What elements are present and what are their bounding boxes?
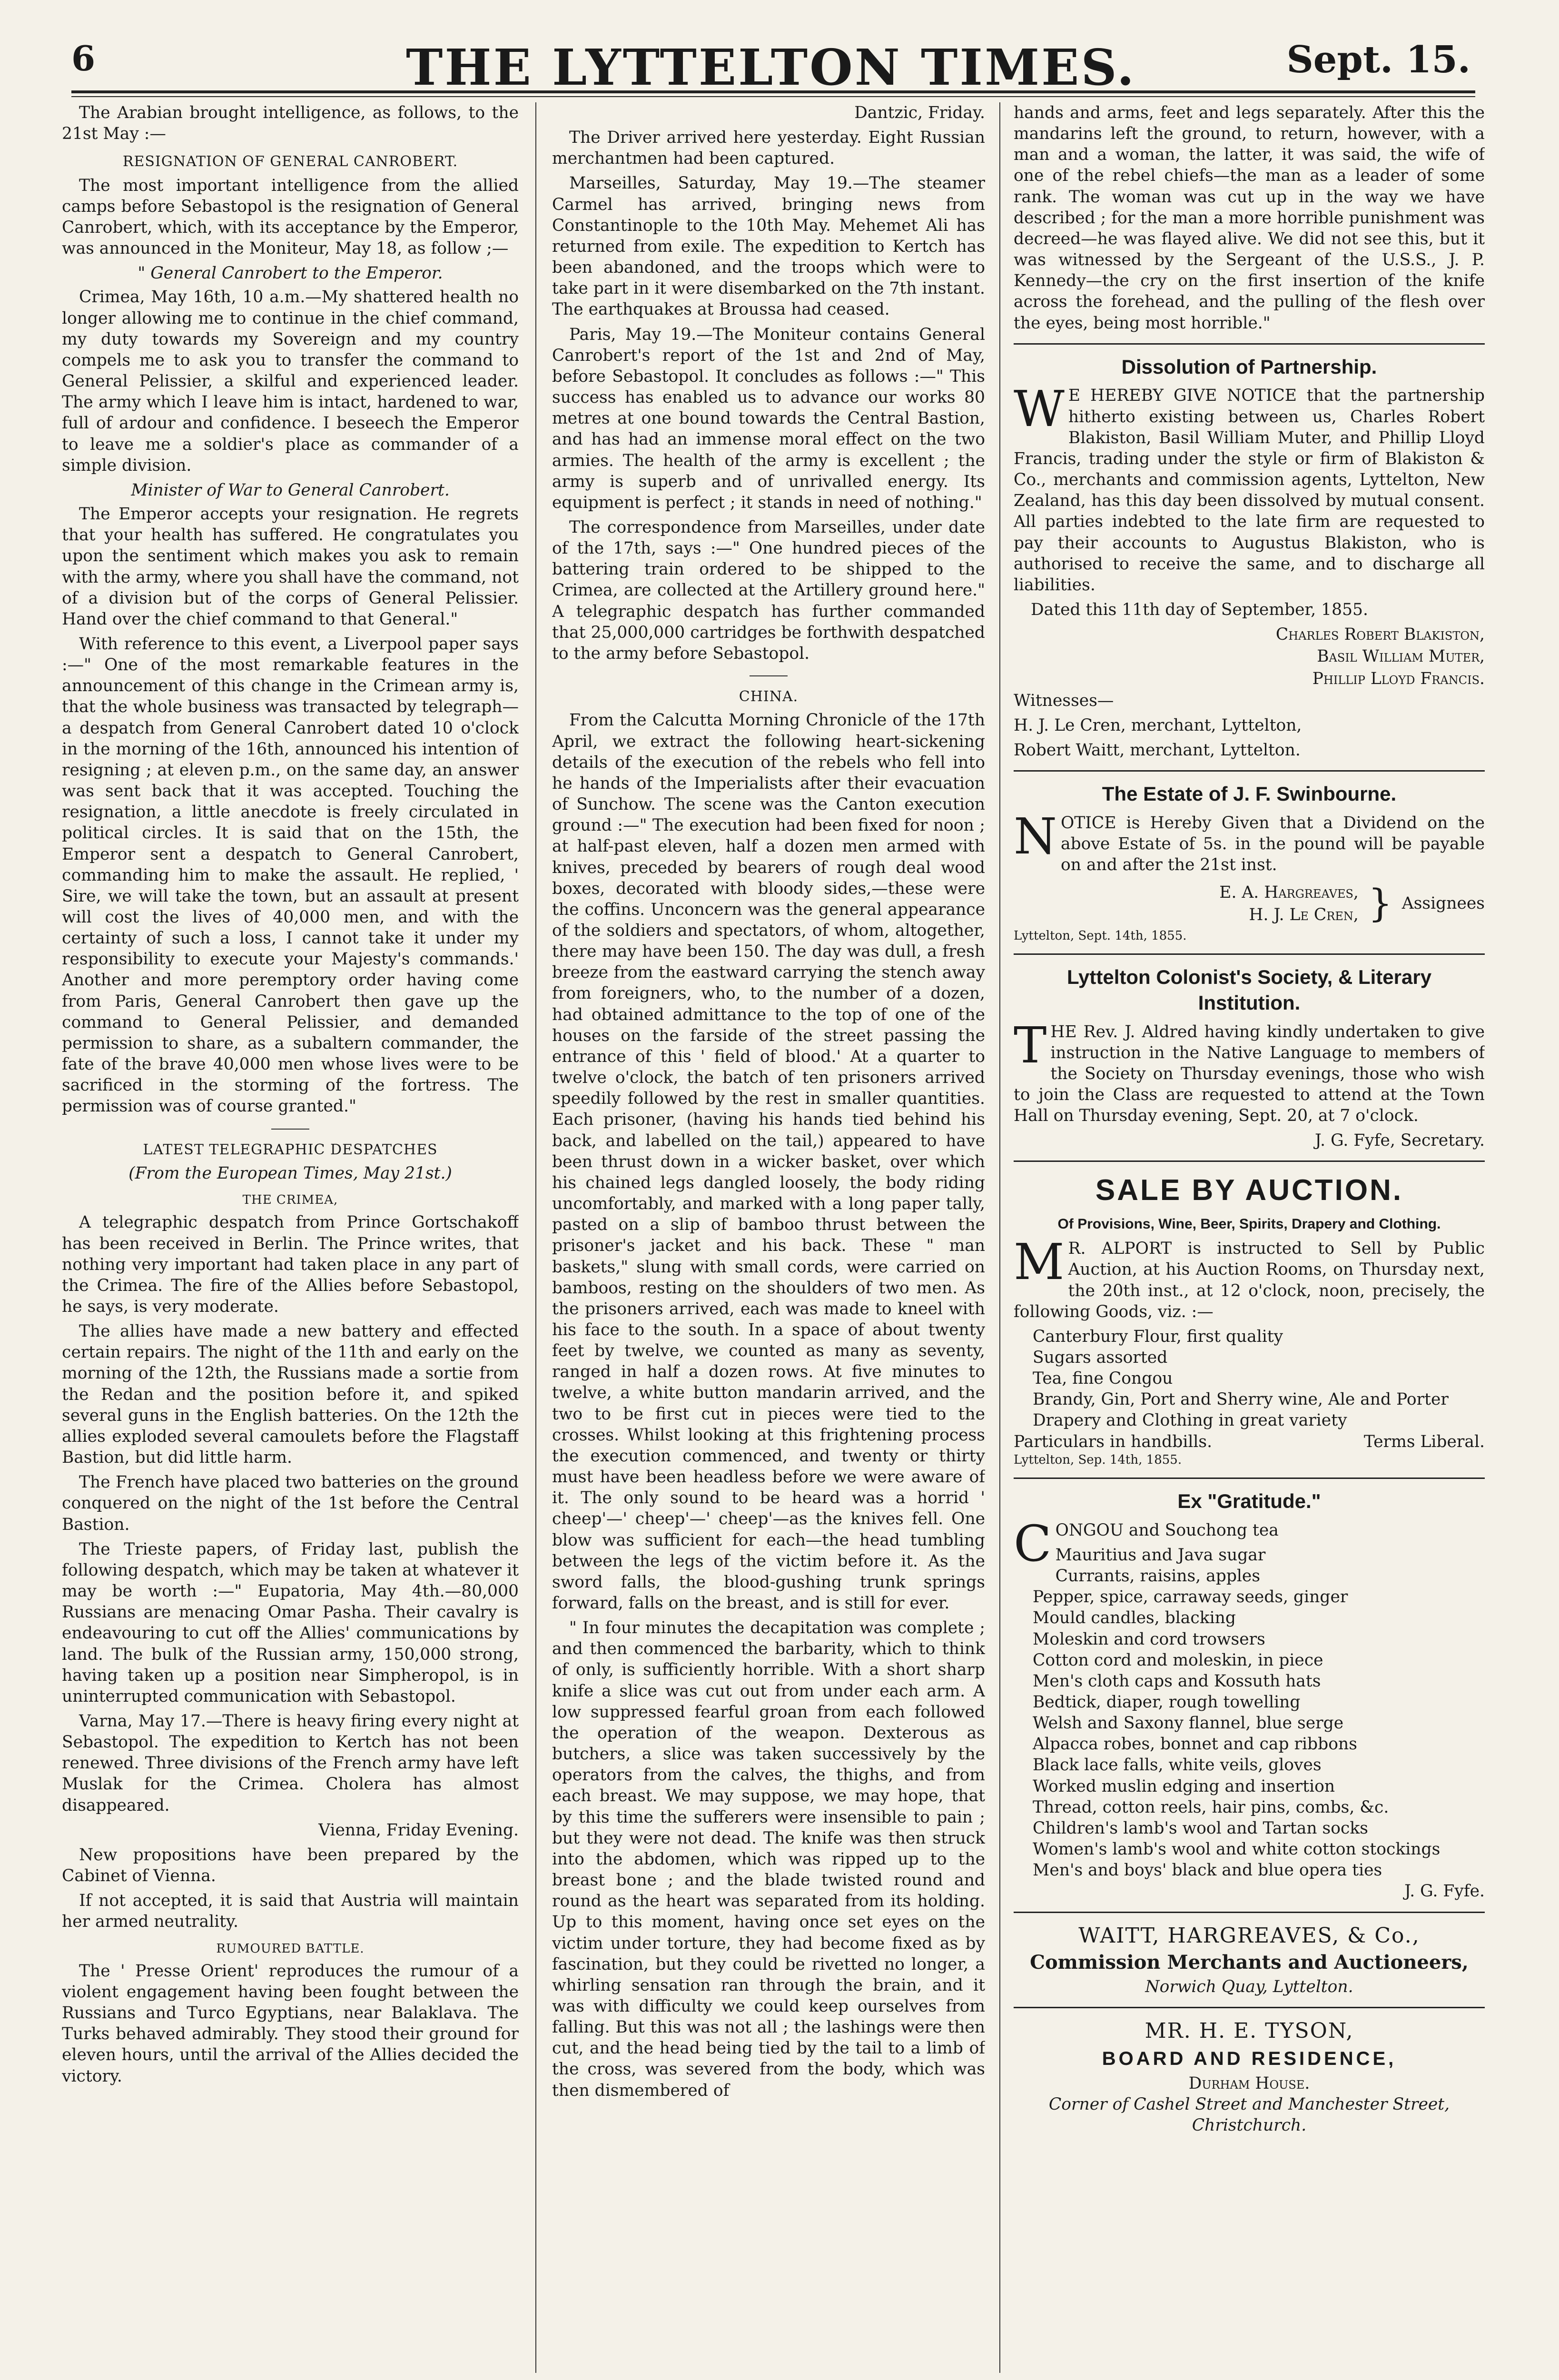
drop-cap: W xyxy=(1014,380,1065,438)
ad-tyson xyxy=(1014,2018,1485,2136)
page-number: 6 xyxy=(71,38,96,79)
article-heading: RUMOURED BATTLE. xyxy=(216,1941,365,1956)
issue-date: Sept. 15. xyxy=(1286,38,1470,81)
signature: J. G. Fyfe, Secretary. xyxy=(1315,1131,1485,1150)
ad-date: Lyttelton, Sep. 14th, 1855. xyxy=(1014,1452,1182,1467)
ad-auction xyxy=(1014,1171,1485,1468)
article-paragraph: The ' Presse Orient' reproduces the rumour of a violent engagement having been fought between the Russians and Turco Egyptians, near Balaklava. The Turks behaved admirably. They stood their ground for eleven hours, until the arrival of the Allies decided the victory. xyxy=(62,1961,519,2086)
article-heading: RESIGNATION OF GENERAL CANROBERT. xyxy=(122,153,458,170)
ad-rule xyxy=(1014,770,1485,772)
list-item: Drapery and Clothing in great variety xyxy=(1033,1411,1347,1430)
ad-gratitude xyxy=(1014,1488,1485,1902)
assignees-label: Assignees xyxy=(1401,894,1485,913)
ad-waitt xyxy=(1014,1923,1485,1998)
list-item: Alpacca robes, bonnet and cap ribbons xyxy=(1033,1735,1357,1754)
drop-cap: C xyxy=(1014,1514,1052,1573)
article-paragraph: From the Calcutta Morning Chronicle of the 17th April, we extract the following heart-sickening details of the execution of the rebels who fell into he hands of the Imperialists after their evacuation of Sunchow. The scene was the Canton execution ground :—" The execution had been fixed for noon ; at half-past eleven, half a dozen men armed with knives, preceded by bearers of rough deal wood boxes, decorated with bloody sides,—these were the coffins. Unconcern was the general appearance of the soldiers and spectators, of whom, altogether, there may have been 150. The day was dull, a fresh breeze from the eastward carrying the stench away from foreigners, who, to the number of a dozen, had obtained admittance to the top of one of the houses on the farside of the street passing the entrance of this ' field of blood.' At a quarter to twelve o'clock, the batch of ten prisoners arrived speedily followed by the rest in smaller quantities. Each prisoner, (having his hands tied behind his back, and labelled on the tail,) appeared to have been thrust down in a wicker basket, over which his chained legs dangled loosely, the body riding uncomfortably, and marked with a long paper tally, pasted on a slip of bamboo thrust between the prisoner's jacket and his back. These " man baskets," slung with small cords, were carried on bamboos, resting on the shoulders of two men. As the prisoners arrived, each was made to kneel with his face to the south. In a space of about twenty feet by twelve, we counted as many as seventy, ranged in half a dozen rows. At five minutes to twelve, a white button mandarin arrived, and the two to be first cut in pieces were tied to the crosses. Whilst looking at this frightening process the execution commenced, and twenty or thirty must have been headless before we were aware of it. The only sound to be heard was a horrid ' cheep'—' cheep'—' cheep'—as the knives fell. One blow was sufficient for each—the head tumbling between the legs of the victim before it. As the sword falls, the blood-gushing trunk springs forward, falls on the breast, and is still for ever. xyxy=(552,711,985,1613)
ad-title: SALE BY AUCTION. xyxy=(1095,1174,1403,1207)
article-heading: CHINA. xyxy=(739,688,799,705)
article-paragraph: The correspondence from Marseilles, under date of the 17th, says :—" One hundred pieces of the battering train ordered to be shipped to the Crimea, are collected at the Artillery ground here." A telegraphic despatch has further commanded that 25,000,000 cartridges be forthwith despatched to the army before Sebastopol. xyxy=(552,517,985,663)
firm-name: WAITT, HARGREAVES, & Co., xyxy=(1078,1923,1420,1948)
article-paragraph: The most important intelligence from the allied camps before Sebastopol is the resignation of General Canrobert, which, with its acceptance by the Emperor, was announced in the Moniteur, May 18, as follow ;— xyxy=(62,176,519,258)
ad-rule xyxy=(1014,2007,1485,2008)
article-subheading: Minister of War to General Canrobert. xyxy=(131,480,450,500)
article-heading: LATEST TELEGRAPHIC DESPATCHES xyxy=(143,1141,438,1158)
article-paragraph: A telegraphic despatch from Prince Gortschakoff has been received in Berlin. The Prince writes, that nothing very important had taken place in any part of the Crimea. The fire of the Allies before Sebastopol, he says, is very moderate. xyxy=(62,1213,519,1317)
article-subheading: (From the European Times, May 21st.) xyxy=(128,1163,452,1183)
particulars: Particulars in handbills. xyxy=(1014,1432,1213,1451)
masthead xyxy=(71,38,1470,95)
ad-body: OTICE is Hereby Given that a Dividend on the above Estate of 5s. in the pound will be payable on and after the 21st inst. xyxy=(1061,813,1485,875)
article-paragraph: The Trieste papers, of Friday last, publish the following despatch, which may be taken at whatever it may be worth :—" Eupatoria, May 4th.—80,000 Russians are menacing Omar Pasha. Their cavalry is endeavouring to cut off the Allies' communications by land. The bulk of the Russian army, 150,000 strong, having taken up a position near Simpheropol, is in uninterrupted communication with Sebastopol. xyxy=(62,1539,519,1706)
list-item: Tea, fine Congou xyxy=(1033,1369,1173,1388)
newspaper-title: THE LYTTELTON TIMES. xyxy=(405,38,1136,97)
list-item: Bedtick, diaper, rough towelling xyxy=(1033,1693,1301,1712)
list-item: Men's and boys' black and blue opera ties xyxy=(1033,1861,1382,1880)
list-item: Brandy, Gin, Port and Sherry wine, Ale and Porter xyxy=(1033,1390,1449,1409)
signature: H. J. Le Cren, xyxy=(1249,905,1359,924)
firm-description: Commission Merchants and Auctioneers, xyxy=(1030,1951,1469,1973)
list-item: Sugars assorted xyxy=(1033,1348,1168,1367)
ad-title: Ex "Gratitude." xyxy=(1177,1490,1321,1513)
dateline: Dantzic, Friday. xyxy=(854,103,985,122)
drop-cap: M xyxy=(1014,1233,1065,1291)
list-item: Cotton cord and moleskin, in piece xyxy=(1033,1650,1323,1670)
ad-dated: Dated this 11th day of September, 1855. xyxy=(1031,600,1368,620)
firm-address: Norwich Quay, Lyttelton. xyxy=(1145,1977,1353,1997)
article-paragraph: Crimea, May 16th, 10 a.m.—My shattered health no longer allowing me to continue in the chief command, my duty towards my Sovereign and my country compels me to ask you to transfer the command to General Pelissier, a skilful and experienced leader. The army which I leave him is intact, hardened to war, full of ardour and confidence. I beseech the Emperor to leave me a soldier's place as commander of a simple division. xyxy=(62,288,519,475)
list-item: Mould candles, blacking xyxy=(1033,1608,1236,1628)
ad-body: E HEREBY GIVE NOTICE that the partnership hitherto existing between us, Charles Robert Blakiston, Basil William Muter, and Phillip Lloyd Francis, trading under the style or firm of Blakiston & Co., merchants and commission agents, Lyttelton, New Zealand, has this day been dissolved by mutual consent. All parties indebted to the late firm are requested to pay their accounts to Augustus Blakiston, who is authorised to receive the same, and to discharge all liabilities. xyxy=(1014,386,1485,595)
column-2 xyxy=(552,102,985,2378)
column-divider xyxy=(535,102,536,2373)
ad-society xyxy=(1014,964,1485,1151)
list-item: Welsh and Saxony flannel, blue serge xyxy=(1033,1714,1344,1733)
column-divider xyxy=(999,102,1000,2373)
article-paragraph: If not accepted, it is said that Austria will maintain her armed neutrality. xyxy=(62,1891,519,1932)
ad-rule xyxy=(1014,1478,1485,1479)
list-item: Children's lamb's wool and Tartan socks xyxy=(1033,1818,1368,1838)
article-paragraph: The Arabian brought intelligence, as follows, to the 21st May :— xyxy=(62,103,519,144)
article-paragraph: With reference to this event, a Liverpool paper says :—" One of the most remarkable features in the announcement of this change in the Crimean army is, that the whole business was transacted by telegraph—a despatch from General Canrobert dated 10 o'clock in the morning of the 16th, announced his intention of resigning ; at eleven p.m., on the same day, an answer was sent back that it was accepted. Touching the resignation, a little anecdote is freely circulated in political circles. It is said that on the 15th, the Emperor sent a despatch to General Canrobert, commanding him to make the assault. He replied, ' Sire, we will take the town, but an assault at present will cost the lives of 40,000 men, and with the certainty of such a loss, I cannot take it under my responsibility to execute your Majesty's commands.' Another and more peremptory order having come from Paris, General Canrobert then gave up the command to General Pelissier, and demanded permission to share, as a subaltern commander, the fate of the brave 40,000 men whose lives were to be sacrificed in the storming of the fortress. The permission was of course granted." xyxy=(62,634,519,1116)
ad-body: R. ALPORT is instructed to Sell by Public Auction, at his Auction Rooms, on Thursday next, the 20th inst., at 12 o'clock, noon, precisely, the following Goods, viz. :— xyxy=(1014,1239,1485,1321)
drop-cap: T xyxy=(1014,1016,1047,1074)
signature: Basil William Muter, xyxy=(1317,647,1485,666)
section-separator xyxy=(750,675,788,676)
ad-rule xyxy=(1014,953,1485,955)
article-subheading: " General Canrobert to the Emperor. xyxy=(138,264,443,283)
ad-estate xyxy=(1014,781,1485,944)
list-item: Canterbury Flour, first quality xyxy=(1033,1327,1283,1346)
column-1 xyxy=(62,102,519,2378)
goods-list xyxy=(1033,1326,1485,1431)
ad-body: HE Rev. J. Aldred having kindly undertaken to give instruction in the Native Language to members of the Society on Thursday evenings, those who wish to join the Class are requested to attend at the Town Hall on Thursday evening, Sept. 20, at 7 o'clock. xyxy=(1014,1022,1485,1126)
list-item: Mauritius and Java sugar xyxy=(1055,1545,1266,1565)
list-item: Moleskin and cord trowsers xyxy=(1033,1629,1265,1649)
ad-rule xyxy=(1014,343,1485,345)
ad-title: BOARD AND RESIDENCE, xyxy=(1102,2048,1397,2069)
list-item: Pepper, spice, carraway seeds, ginger xyxy=(1033,1587,1348,1607)
terms: Terms Liberal. xyxy=(1363,1432,1485,1451)
ad-dissolution xyxy=(1014,354,1485,761)
address: Corner of Cashel Street and Manchester Street, Christchurch. xyxy=(1048,2094,1450,2135)
drop-cap: N xyxy=(1014,807,1057,865)
list-item: Thread, cotton reels, hair pins, combs, &c. xyxy=(1033,1797,1389,1817)
list-item: Worked muslin edging and insertion xyxy=(1033,1776,1335,1796)
ad-title: Lyttelton Colonist's Society, & Literary Institution. xyxy=(1066,966,1432,1014)
article-paragraph: " In four minutes the decapitation was complete ; and then commenced the barbarity, which to think of only, is sufficiently horrible. With a short sharp knife a slice was cut out from under each arm. A low suppressed fearful groan from each followed the operation of the weapon. Dexterous as butchers, a slice was taken successively by the operators from the calves, the thighs, and from each breast. We may suppose, we may hope, that by this time the sufferers were insensible to pain ; but they were not dead. The knife was then struck into the abdomen, which was ripped up to the breast bone ; and the blade twisted round and round as the heart was separated from its holding. Up to this moment, having once set eyes on the victim under torture, they had become fixed as by fascination, but they could be rivetted no longer, a whirling sensation ran through the brain, and it was with difficulty we could keep ourselves from falling. But this was not all ; the lashings were then cut, and the head being tied by the tail to a limb of the cross, was severed from the body, which was then dismembered of xyxy=(552,1618,985,2100)
witnesses-label: Witnesses— xyxy=(1014,691,1114,710)
article-paragraph: hands and arms, feet and legs separately. After this the mandarins left the ground, to return, however, with a man and a woman, the latter, it was said, the wife of one of the rebel chiefs—the man as a leader of some rank. The woman was cut up in the way we have described ; for the man a more horrible punishment was decreed—he was flayed alive. We did not see this, but it was witnessed by the Sergeant of the U.S.S., J. P. Kennedy—the cry on the first insertion of the knife across the forehead, and the pulling of the flesh over the eyes, being most horrible." xyxy=(1014,103,1485,333)
list-item: Currants, raisins, apples xyxy=(1055,1567,1261,1586)
article-paragraph: The Emperor accepts your resignation. He regrets that your health has suffered. He congratulates you upon the sentiment which makes you ask to remain with the army, where you shall have the command, not of a division but of the corps of General Pelissier. Hand over the chief command to that General." xyxy=(62,505,519,629)
goods-list xyxy=(1033,1545,1485,1881)
ad-rule xyxy=(1014,1912,1485,1913)
ad-subtitle: Of Provisions, Wine, Beer, Spirits, Drapery and Clothing. xyxy=(1057,1216,1441,1232)
section-separator xyxy=(271,1129,309,1130)
article-paragraph: New propositions have been prepared by the Cabinet of Vienna. xyxy=(62,1845,519,1886)
ad-date: Lyttelton, Sept. 14th, 1855. xyxy=(1014,928,1187,943)
list-item: Black lace falls, white veils, gloves xyxy=(1033,1755,1322,1775)
article-paragraph: Varna, May 17.—There is heavy firing every night at Sebastopol. The expedition to Kertch has not been renewed. Three divisions of the French army have left Muslak for the Crimea. Cholera has almost disappeared. xyxy=(62,1711,519,1815)
article-paragraph: Marseilles, Saturday, May 19.—The steamer Carmel has arrived, bringing news from Constantinople to the 10th May. Mehemet Ali has returned from exile. The expedition to Kertch has been abandoned, and the troops which were to take part in it were disembarked on the 7th instant. The earthquakes at Broussa had ceased. xyxy=(552,174,985,319)
article-paragraph: The allies have made a new battery and effected certain repairs. The night of the 11th and early on the morning of the 12th, the Russians made a sortie from the Redan and the position before it, and spiked several guns in the English batteries. On the 12th the allies exploded several camoulets before the Flagstaff Bastion, but did little harm. xyxy=(62,1322,519,1468)
dateline: Vienna, Friday Evening. xyxy=(318,1820,519,1840)
signature: J. G. Fyfe. xyxy=(1404,1882,1485,1901)
advertiser-name: MR. H. E. TYSON, xyxy=(1145,2019,1354,2043)
masthead-rule xyxy=(71,90,1475,93)
house-name: Durham House. xyxy=(1188,2073,1310,2093)
list-item: Men's cloth caps and Kossuth hats xyxy=(1033,1671,1321,1691)
article-paragraph: Paris, May 19.—The Moniteur contains General Canrobert's report of the 1st and 2nd of May, before Sebastopol. It concludes as follows :—" This success has enabled us to advance our works 80 metres at one bound towards the Central Bastion, and has had an immense moral effect on the two armies. The health of the army is excellent ; the army is superb and of unrivalled energy. Its equipment is perfect ; it stands in need of nothing." xyxy=(552,325,985,512)
list-item: Women's lamb's wool and white cotton stockings xyxy=(1033,1840,1441,1859)
article-paragraph: The French have placed two batteries on the ground conquered on the night of the 1st before the Central Bastion. xyxy=(62,1473,519,1534)
ad-rule xyxy=(1014,1160,1485,1162)
signature: E. A. Hargreaves, xyxy=(1219,883,1359,902)
ad-title: The Estate of J. F. Swinbourne. xyxy=(1102,783,1397,805)
article-paragraph: The Driver arrived here yesterday. Eight Russian merchantmen had been captured. xyxy=(552,128,985,169)
brace: } xyxy=(1368,881,1392,926)
witness: H. J. Le Cren, merchant, Lyttelton, xyxy=(1014,715,1302,735)
article-heading: THE CRIMEA, xyxy=(242,1193,338,1208)
signature: Charles Robert Blakiston, xyxy=(1275,625,1485,645)
witness: Robert Waitt, merchant, Lyttelton. xyxy=(1014,740,1301,760)
list-item: ONGOU and Souchong tea xyxy=(1055,1520,1279,1540)
masthead-rule-thin xyxy=(71,96,1475,97)
column-3 xyxy=(1014,102,1485,2378)
signature: Phillip Lloyd Francis. xyxy=(1312,669,1485,688)
ad-title: Dissolution of Partnership. xyxy=(1121,355,1377,378)
